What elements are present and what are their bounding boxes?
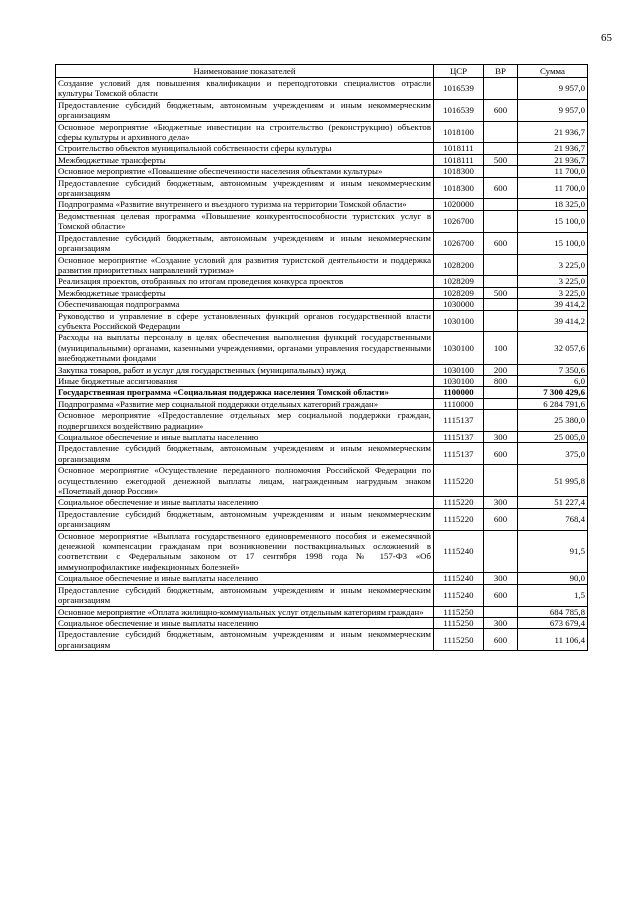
table-row <box>56 199 588 210</box>
table-row <box>56 606 588 617</box>
cell-name: Обеспечивающая подпрограмма <box>56 299 434 310</box>
cell-name: Подпрограмма «Развитие внутреннего и въездного туризма на территории Томской области» <box>56 199 434 210</box>
cell-csr: 1030100 <box>434 310 484 332</box>
column-header-sum: Сумма <box>518 65 588 78</box>
cell-csr: 1115220 <box>434 465 484 497</box>
cell-name: Основное мероприятие «Выплата государственного единовременного пособия и ежемесячной денежной компенсации гражданам при возникновении поствакцинальных осложнений в соответствии с Федеральным законом от 17 сентября 1998 года № 157-ФЗ «Об иммунопрофилактике инфекционных болезней» <box>56 530 434 573</box>
cell-vr: 500 <box>484 287 518 298</box>
cell-vr <box>484 310 518 332</box>
cell-vr: 300 <box>484 497 518 508</box>
cell-csr: 1018111 <box>434 154 484 165</box>
cell-vr <box>484 410 518 432</box>
cell-vr <box>484 387 518 398</box>
column-header-name: Наименование показателей <box>56 65 434 78</box>
table-row <box>56 584 588 606</box>
cell-sum: 39 414,2 <box>518 299 588 310</box>
cell-name: Предоставление субсидий бюджетным, автономным учреждениям и иным некоммерческим организациям <box>56 584 434 606</box>
cell-name: Иные бюджетные ассигнования <box>56 375 434 386</box>
cell-sum: 375,0 <box>518 443 588 465</box>
cell-sum: 684 785,8 <box>518 606 588 617</box>
table-row <box>56 398 588 409</box>
cell-name: Основное мероприятие «Повышение обеспеченности населения объектами культуры» <box>56 166 434 177</box>
cell-csr: 1030100 <box>434 364 484 375</box>
cell-name: Руководство и управление в сфере установленных функций органов государственной власти субъекта Российской Федерации <box>56 310 434 332</box>
table-row <box>56 143 588 154</box>
cell-vr: 600 <box>484 629 518 651</box>
cell-vr: 600 <box>484 99 518 121</box>
cell-vr <box>484 530 518 573</box>
cell-name: Реализация проектов, отобранных по итогам проведения конкурса проектов <box>56 276 434 287</box>
cell-vr: 800 <box>484 375 518 386</box>
cell-sum: 11 700,0 <box>518 177 588 199</box>
cell-sum: 7 300 429,6 <box>518 387 588 398</box>
table-row <box>56 629 588 651</box>
table-row <box>56 465 588 497</box>
cell-sum: 9 957,0 <box>518 99 588 121</box>
table-row <box>56 410 588 432</box>
cell-sum: 1,5 <box>518 584 588 606</box>
table-row <box>56 78 588 100</box>
cell-name: Предоставление субсидий бюджетным, автономным учреждениям и иным некоммерческим организациям <box>56 99 434 121</box>
cell-vr: 600 <box>484 177 518 199</box>
cell-csr: 1115240 <box>434 584 484 606</box>
table-row <box>56 530 588 573</box>
cell-csr: 1115137 <box>434 410 484 432</box>
cell-sum: 39 414,2 <box>518 310 588 332</box>
cell-csr: 1026700 <box>434 210 484 232</box>
cell-vr: 600 <box>484 584 518 606</box>
cell-name: Основное мероприятие «Предоставление отдельных мер социальной поддержки граждан, подвергшихся воздействию радиации» <box>56 410 434 432</box>
table-row <box>56 166 588 177</box>
cell-vr: 300 <box>484 617 518 628</box>
cell-sum: 3 225,0 <box>518 254 588 276</box>
table-row <box>56 177 588 199</box>
cell-sum: 32 057,6 <box>518 332 588 364</box>
cell-csr: 1018100 <box>434 121 484 143</box>
cell-name: Предоставление субсидий бюджетным, автономным учреждениям и иным некоммерческим организациям <box>56 177 434 199</box>
cell-name: Межбюджетные трансферты <box>56 287 434 298</box>
cell-csr: 1016539 <box>434 99 484 121</box>
cell-vr <box>484 166 518 177</box>
cell-csr: 1016539 <box>434 78 484 100</box>
cell-vr <box>484 465 518 497</box>
cell-vr <box>484 143 518 154</box>
cell-vr <box>484 78 518 100</box>
cell-name: Социальное обеспечение и иные выплаты населению <box>56 497 434 508</box>
cell-name: Ведомственная целевая программа «Повышение конкурентоспособности туристских услуг в Томской области» <box>56 210 434 232</box>
budget-table <box>55 64 588 651</box>
cell-csr: 1115240 <box>434 530 484 573</box>
table-header <box>56 65 588 78</box>
cell-name: Социальное обеспечение и иные выплаты населению <box>56 432 434 443</box>
cell-vr <box>484 210 518 232</box>
table-row <box>56 497 588 508</box>
cell-vr <box>484 199 518 210</box>
cell-sum: 6,0 <box>518 375 588 386</box>
cell-sum: 91,5 <box>518 530 588 573</box>
cell-sum: 51 995,8 <box>518 465 588 497</box>
cell-name: Строительство объектов муниципальной собственности сферы культуры <box>56 143 434 154</box>
cell-csr: 1115250 <box>434 629 484 651</box>
table-row <box>56 99 588 121</box>
cell-csr: 1028200 <box>434 254 484 276</box>
column-header-csr: ЦСР <box>434 65 484 78</box>
column-header-vr: ВР <box>484 65 518 78</box>
cell-name: Социальное обеспечение и иные выплаты населению <box>56 617 434 628</box>
cell-csr: 1115220 <box>434 508 484 530</box>
table-row <box>56 254 588 276</box>
cell-vr <box>484 606 518 617</box>
cell-name: Основное мероприятие «Осуществление переданного полномочия Российской Федерации по осуществлению ежегодной денежной выплаты лицам, награжденным нагрудным знаком «Почетный донор России» <box>56 465 434 497</box>
table-row <box>56 443 588 465</box>
cell-csr: 1030000 <box>434 299 484 310</box>
table-row <box>56 573 588 584</box>
cell-vr <box>484 121 518 143</box>
cell-sum: 51 227,4 <box>518 497 588 508</box>
cell-sum: 3 225,0 <box>518 276 588 287</box>
table-row <box>56 287 588 298</box>
table-row <box>56 276 588 287</box>
cell-vr: 100 <box>484 332 518 364</box>
table-row <box>56 332 588 364</box>
table-row <box>56 375 588 386</box>
cell-sum: 7 350,6 <box>518 364 588 375</box>
cell-csr: 1018300 <box>434 166 484 177</box>
cell-sum: 90,0 <box>518 573 588 584</box>
cell-vr: 600 <box>484 232 518 254</box>
table-row <box>56 154 588 165</box>
cell-csr: 1028209 <box>434 276 484 287</box>
table-row <box>56 432 588 443</box>
cell-name: Закупка товаров, работ и услуг для государственных (муниципальных) нужд <box>56 364 434 375</box>
cell-vr: 500 <box>484 154 518 165</box>
table-body <box>56 78 588 651</box>
table-row <box>56 121 588 143</box>
cell-vr <box>484 299 518 310</box>
cell-name: Межбюджетные трансферты <box>56 154 434 165</box>
cell-csr: 1018300 <box>434 177 484 199</box>
cell-csr: 1028209 <box>434 287 484 298</box>
page-number: 65 <box>601 32 612 44</box>
cell-sum: 25 380,0 <box>518 410 588 432</box>
cell-sum: 11 106,4 <box>518 629 588 651</box>
cell-sum: 15 100,0 <box>518 232 588 254</box>
cell-vr: 300 <box>484 573 518 584</box>
cell-name: Предоставление субсидий бюджетным, автономным учреждениям и иным некоммерческим организациям <box>56 629 434 651</box>
cell-vr <box>484 276 518 287</box>
cell-csr: 1115250 <box>434 606 484 617</box>
cell-sum: 18 325,0 <box>518 199 588 210</box>
cell-vr: 600 <box>484 443 518 465</box>
cell-csr: 1115250 <box>434 617 484 628</box>
cell-sum: 768,4 <box>518 508 588 530</box>
cell-sum: 3 225,0 <box>518 287 588 298</box>
cell-vr: 600 <box>484 508 518 530</box>
table-row <box>56 299 588 310</box>
cell-vr: 200 <box>484 364 518 375</box>
cell-name: Предоставление субсидий бюджетным, автономным учреждениям и иным некоммерческим организациям <box>56 232 434 254</box>
cell-vr: 300 <box>484 432 518 443</box>
cell-csr: 1020000 <box>434 199 484 210</box>
cell-name: Социальное обеспечение и иные выплаты населению <box>56 573 434 584</box>
table-row <box>56 364 588 375</box>
cell-name: Расходы на выплаты персоналу в целях обеспечения выполнения функций государственными (муниципальными) органами, казенными учреждениями, органами управления государственными внебюджетными фондами <box>56 332 434 364</box>
cell-sum: 25 005,0 <box>518 432 588 443</box>
cell-csr: 1115137 <box>434 443 484 465</box>
cell-csr: 1026700 <box>434 232 484 254</box>
table-row <box>56 210 588 232</box>
cell-sum: 21 936,7 <box>518 143 588 154</box>
cell-name: Основное мероприятие «Оплата жилищно-коммунальных услуг отдельным категориям граждан» <box>56 606 434 617</box>
table-row <box>56 508 588 530</box>
cell-sum: 15 100,0 <box>518 210 588 232</box>
cell-csr: 1100000 <box>434 387 484 398</box>
cell-name: Предоставление субсидий бюджетным, автономным учреждениям и иным некоммерческим организациям <box>56 443 434 465</box>
cell-csr: 1110000 <box>434 398 484 409</box>
table-row <box>56 232 588 254</box>
cell-csr: 1115240 <box>434 573 484 584</box>
cell-name: Предоставление субсидий бюджетным, автономным учреждениям и иным некоммерческим организациям <box>56 508 434 530</box>
cell-sum: 9 957,0 <box>518 78 588 100</box>
cell-csr: 1018111 <box>434 143 484 154</box>
cell-sum: 11 700,0 <box>518 166 588 177</box>
cell-name: Государственная программа «Социальная поддержка населения Томской области» <box>56 387 434 398</box>
cell-name: Основное мероприятие «Бюджетные инвестиции на строительство (реконструкцию) объектов сферы культуры и архивного дела» <box>56 121 434 143</box>
header-row <box>56 65 588 78</box>
table-row <box>56 387 588 398</box>
cell-sum: 673 679,4 <box>518 617 588 628</box>
table-row <box>56 310 588 332</box>
cell-name: Подпрограмма «Развитие мер социальной поддержки отдельных категорий граждан» <box>56 398 434 409</box>
cell-sum: 21 936,7 <box>518 154 588 165</box>
cell-name: Основное мероприятие «Создание условий для развития туристской деятельности и поддержка развития приоритетных направлений туризма» <box>56 254 434 276</box>
cell-sum: 6 284 791,6 <box>518 398 588 409</box>
cell-vr <box>484 398 518 409</box>
cell-csr: 1030100 <box>434 332 484 364</box>
cell-csr: 1030100 <box>434 375 484 386</box>
cell-vr <box>484 254 518 276</box>
table-row <box>56 617 588 628</box>
cell-csr: 1115220 <box>434 497 484 508</box>
cell-csr: 1115137 <box>434 432 484 443</box>
cell-sum: 21 936,7 <box>518 121 588 143</box>
cell-name: Создание условий для повышения квалификации и переподготовки специалистов отрасли культуры Томской области <box>56 78 434 100</box>
